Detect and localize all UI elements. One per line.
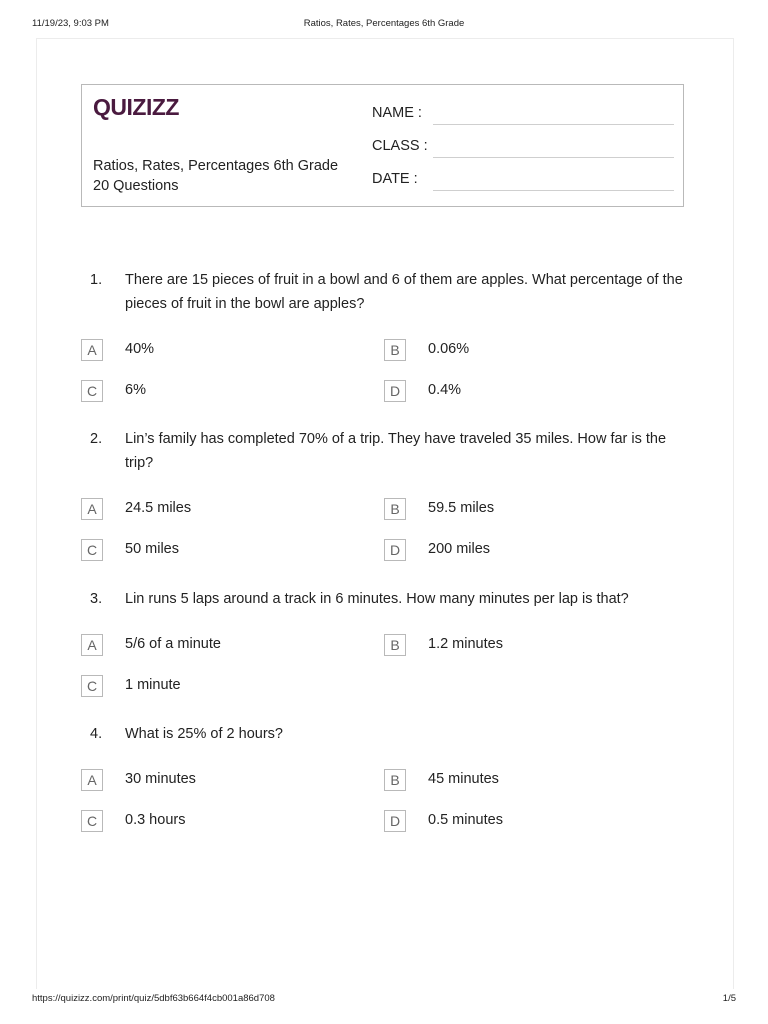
question-4 (90, 722, 690, 746)
question-2 (90, 427, 690, 475)
question-number: 3. (90, 591, 103, 607)
question-3 (90, 587, 690, 611)
worksheet-header (81, 84, 684, 207)
option-3c (81, 675, 331, 699)
option-3a (81, 634, 331, 658)
option-text: 200 miles (428, 541, 491, 557)
name-line (433, 124, 674, 125)
option-letter: A (81, 634, 103, 656)
option-letter: A (81, 339, 103, 361)
option-2a (81, 498, 331, 522)
option-letter: B (384, 339, 406, 361)
option-letter: D (384, 539, 406, 561)
option-text: 1 minute (125, 677, 181, 693)
option-3b (384, 634, 634, 658)
date-line (433, 190, 674, 191)
print-title: Ratios, Rates, Percentages 6th Grade (303, 18, 465, 29)
option-letter: A (81, 769, 103, 791)
print-footer (32, 993, 736, 1007)
option-letter: B (384, 634, 406, 656)
quiz-title: Ratios, Rates, Percentages 6th Grade (93, 158, 339, 174)
option-text: 1.2 minutes (428, 636, 503, 652)
option-text: 5/6 of a minute (125, 636, 221, 652)
option-letter: C (81, 380, 103, 402)
quizizz-logo: QUIZIZZ (93, 94, 179, 120)
option-text: 0.06% (428, 341, 470, 357)
date-field (372, 167, 674, 191)
option-1a (81, 339, 331, 363)
option-4b (384, 769, 634, 793)
option-text: 40% (125, 341, 155, 357)
option-text: 30 minutes (125, 771, 196, 787)
date-label: DATE : (372, 171, 418, 187)
option-2d (384, 539, 634, 563)
page-number: 1/5 (722, 993, 736, 1004)
option-1b (384, 339, 634, 363)
print-datetime: 11/19/23, 9:03 PM (32, 18, 109, 29)
class-field (372, 134, 674, 158)
option-letter: D (384, 380, 406, 402)
question-count: 20 Questions (93, 178, 179, 194)
option-text: 0.5 minutes (428, 812, 503, 828)
question-text: Lin runs 5 laps around a track in 6 minutes. How many minutes per lap is that? (125, 591, 629, 607)
option-text: 6% (125, 382, 146, 398)
option-letter: A (81, 498, 103, 520)
print-url: https://quizizz.com/print/quiz/5dbf63b664f4cb001a86d708 (32, 993, 275, 1004)
question-number: 1. (90, 272, 103, 288)
question-1 (90, 268, 690, 316)
option-letter: B (384, 769, 406, 791)
option-text: 0.3 hours (125, 812, 186, 828)
class-line (433, 157, 674, 158)
option-4c (81, 810, 331, 834)
option-4d (384, 810, 634, 834)
question-number: 4. (90, 726, 103, 742)
option-1d (384, 380, 634, 404)
option-letter: B (384, 498, 406, 520)
option-1c (81, 380, 331, 404)
class-label: CLASS : (372, 138, 428, 154)
option-2c (81, 539, 331, 563)
option-text: 24.5 miles (125, 500, 192, 516)
option-text: 0.4% (428, 382, 462, 398)
question-number: 2. (90, 431, 103, 447)
option-letter: C (81, 810, 103, 832)
name-field (372, 101, 674, 125)
option-letter: C (81, 675, 103, 697)
question-text: There are 15 pieces of fruit in a bowl and 6 of them are apples. What percentage of the pieces of fruit in the bowl are apples? (125, 272, 683, 312)
name-label: NAME : (372, 105, 422, 121)
option-text: 50 miles (125, 541, 179, 557)
print-header (32, 18, 736, 32)
option-letter: D (384, 810, 406, 832)
option-letter: C (81, 539, 103, 561)
option-text: 59.5 miles (428, 500, 495, 516)
question-text: Lin’s family has completed 70% of a trip. They have traveled 35 miles. How far is the trip? (125, 431, 667, 471)
question-text: What is 25% of 2 hours? (125, 726, 283, 742)
option-text: 45 minutes (428, 771, 499, 787)
option-4a (81, 769, 331, 793)
option-2b (384, 498, 634, 522)
